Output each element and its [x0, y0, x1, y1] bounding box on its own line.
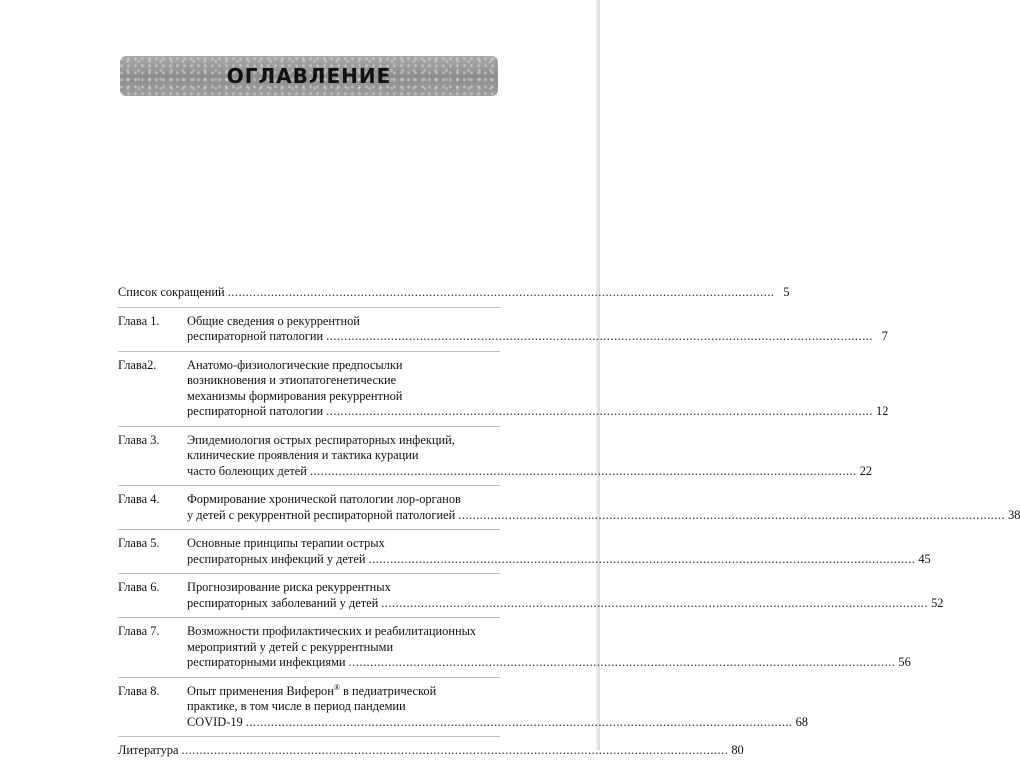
chapter-label: Глава 3.	[118, 432, 160, 447]
page-number: 80	[731, 743, 744, 757]
toc-line: Общие сведения о рекуррентной	[187, 313, 360, 328]
toc-entry-chapter-5[interactable]	[118, 536, 931, 567]
toc-line: Формирование хронической патологии лор-органов	[187, 492, 461, 506]
chapter-label: Глава 5.	[118, 536, 160, 550]
toc-entry-text: у детей с рекуррентной респираторной патологией	[187, 507, 456, 522]
page-number: 56	[898, 655, 911, 669]
toc-line: Возможности профилактических и реабилитационных	[187, 624, 477, 638]
page-number: 52	[931, 595, 944, 610]
divider	[118, 529, 500, 530]
dot-leader: ........................................................................................................................................................	[368, 551, 916, 566]
toc-entry-chapter-2[interactable]	[118, 357, 889, 420]
toc-line: Эпидемиология острых респираторных инфекций,	[187, 432, 455, 447]
toc-line: Основные принципы терапии острых	[187, 536, 385, 550]
divider	[118, 736, 500, 737]
registered-mark: ®	[333, 682, 340, 692]
dot-leader: ........................................................................................................................................................	[326, 329, 873, 343]
toc-entry-text: COVID-19	[187, 714, 243, 729]
toc-entry-body	[187, 536, 931, 567]
dot-leader: ........................................................................................................................................................	[181, 743, 729, 757]
toc-last-line	[187, 463, 873, 480]
toc-last-line	[187, 329, 888, 345]
toc-line	[187, 684, 500, 700]
toc-last-line	[187, 404, 889, 420]
toc-entry-body	[187, 624, 911, 671]
page-edge	[596, 0, 600, 750]
toc-entry-body	[187, 580, 944, 611]
toc-entry-chapter-3[interactable]	[118, 432, 873, 480]
toc-entry-chapter-6[interactable]	[118, 580, 944, 611]
divider	[118, 573, 500, 574]
toc-last-line	[118, 285, 790, 301]
toc-entry-text: Литература	[118, 743, 179, 757]
toc-entry-literature[interactable]	[118, 743, 744, 759]
page-number: 45	[918, 551, 931, 566]
page-number: 38	[1008, 507, 1020, 522]
toc-entry-body	[118, 743, 744, 759]
toc-entry-body	[187, 313, 888, 345]
toc-line-text: в педиатрической	[339, 683, 437, 698]
toc-line: механизмы формирования рекуррентной	[187, 388, 403, 403]
toc-entry-text: респираторными инфекциями	[187, 655, 346, 669]
dot-leader: ........................................................................................................................................................	[245, 714, 793, 729]
toc-last-line	[187, 595, 944, 612]
toc-entry-text: респираторных заболеваний у детей	[187, 595, 379, 610]
dot-leader: ........................................................................................................................................................	[326, 404, 873, 418]
divider	[118, 617, 500, 618]
chapter-label: Глава 8.	[118, 683, 160, 698]
toc-last-line	[187, 507, 1020, 524]
toc-entry-text: респираторной патологии	[187, 329, 324, 343]
toc-line: Прогнозирование риска рекуррентных	[187, 580, 391, 594]
chapter-label: Глава 1.	[118, 313, 160, 328]
page-title: ОГЛАВЛЕНИЕ	[226, 64, 392, 88]
toc-entry-chapter-7[interactable]	[118, 624, 911, 671]
toc-entry-chapter-4[interactable]	[118, 492, 1020, 523]
chapter-label: Глава 6.	[118, 580, 160, 594]
toc-entry-body	[187, 357, 889, 420]
divider	[118, 307, 500, 308]
toc-line: практике, в том числе в период пандемии	[187, 699, 406, 713]
toc-entry-text: респираторных инфекций у детей	[187, 551, 366, 566]
table-of-contents	[118, 285, 1020, 765]
toc-line-text: Опыт применения Виферон	[187, 683, 334, 698]
toc-last-line	[187, 655, 911, 671]
toc-entry-body	[187, 682, 808, 731]
chapter-label: Глава2.	[118, 357, 157, 372]
toc-entry-text: Список сокращений	[118, 285, 225, 299]
toc-line: мероприятий у детей с рекуррентными	[187, 639, 394, 654]
toc-line: Анатомо-физиологические предпосылки	[187, 357, 403, 372]
toc-last-line	[118, 743, 744, 759]
page-number: 22	[859, 463, 873, 478]
toc-line: клинические проявления и тактика курации	[187, 448, 419, 462]
toc-entry-body	[118, 285, 790, 301]
page-number: 7	[881, 329, 888, 343]
page-number: 12	[876, 404, 889, 418]
dot-leader: ........................................................................................................................................................	[381, 595, 929, 610]
toc-line: возникновения и этиопатогенетические	[187, 373, 397, 387]
divider	[118, 426, 500, 427]
divider	[118, 485, 500, 486]
toc-last-line	[187, 551, 931, 568]
page-number: 68	[795, 714, 808, 729]
toc-entry-chapter-1[interactable]	[118, 313, 888, 345]
divider	[118, 677, 500, 678]
toc-entry-chapter-8[interactable]	[118, 682, 808, 731]
chapter-label: Глава 7.	[118, 624, 160, 638]
dot-leader: ........................................................................................................................................................	[348, 655, 896, 669]
toc-entry-body	[187, 492, 1020, 523]
divider	[118, 351, 500, 352]
dot-leader: ........................................................................................................................................................	[458, 507, 1006, 522]
title-banner	[120, 56, 498, 96]
page-number: 5	[783, 285, 790, 299]
chapter-label: Глава 4.	[118, 492, 160, 506]
dot-leader: ........................................................................................................................................................	[309, 463, 857, 478]
toc-entry-text: респираторной патологии	[187, 404, 324, 418]
toc-entry-abbreviations[interactable]	[118, 285, 790, 301]
toc-entry-body	[187, 432, 873, 480]
toc-entry-text: часто болеющих детей	[187, 463, 307, 478]
toc-last-line	[187, 714, 808, 731]
dot-leader: ........................................................................................................................................................	[227, 285, 775, 299]
